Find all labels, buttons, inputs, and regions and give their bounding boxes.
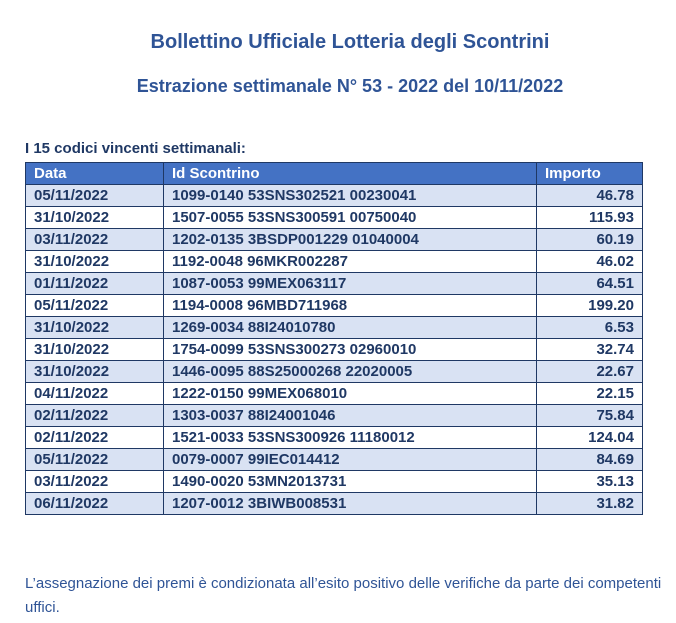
cell-date: 05/11/2022 — [26, 295, 164, 317]
footer-note: L’assegnazione dei premi è condizionata all’esito positivo delle verifiche da parte dei competenti uffici. — [25, 575, 662, 616]
cell-amount: 75.84 — [537, 405, 643, 427]
table-row — [26, 229, 643, 251]
cell-date: 05/11/2022 — [26, 449, 164, 471]
cell-amount: 124.04 — [537, 427, 643, 449]
cell-receipt-id: 1192-0048 96MKR002287 — [164, 251, 537, 273]
table-row — [26, 317, 643, 339]
cell-receipt-id: 1490-0020 53MN2013731 — [164, 471, 537, 493]
cell-receipt-id: 1754-0099 53SNS300273 02960010 — [164, 339, 537, 361]
table-row — [26, 471, 643, 493]
table-row — [26, 339, 643, 361]
document-subtitle: Estrazione settimanale N° 53 - 2022 del 10/11/2022 — [136, 76, 564, 96]
cell-amount: 22.67 — [537, 361, 643, 383]
cell-receipt-id: 0079-0007 99IEC014412 — [164, 449, 537, 471]
table-row — [26, 361, 643, 383]
cell-date: 31/10/2022 — [26, 207, 164, 229]
table-body — [26, 185, 643, 515]
cell-date: 31/10/2022 — [26, 251, 164, 273]
cell-amount: 84.69 — [537, 449, 643, 471]
table-row — [26, 273, 643, 295]
cell-receipt-id: 1303-0037 88I24001046 — [164, 405, 537, 427]
cell-receipt-id: 1269-0034 88I24010780 — [164, 317, 537, 339]
cell-date: 06/11/2022 — [26, 493, 164, 515]
table-header-row — [26, 163, 643, 185]
table-row — [26, 493, 643, 515]
table-row — [26, 449, 643, 471]
cell-date: 31/10/2022 — [26, 361, 164, 383]
cell-receipt-id: 1202-0135 3BSDP001229 01040004 — [164, 229, 537, 251]
table-row — [26, 295, 643, 317]
cell-amount: 46.02 — [537, 251, 643, 273]
cell-amount: 115.93 — [537, 207, 643, 229]
cell-receipt-id: 1207-0012 3BIWB008531 — [164, 493, 537, 515]
table-row — [26, 427, 643, 449]
cell-amount: 46.78 — [537, 185, 643, 207]
table-row — [26, 207, 643, 229]
cell-amount: 31.82 — [537, 493, 643, 515]
cell-receipt-id: 1194-0008 96MBD711968 — [164, 295, 537, 317]
column-header-date: Data — [26, 163, 164, 185]
cell-date: 04/11/2022 — [26, 383, 164, 405]
column-header-amount: Importo — [537, 163, 643, 185]
table-row — [26, 185, 643, 207]
cell-receipt-id: 1446-0095 88S25000268 22020005 — [164, 361, 537, 383]
cell-date: 31/10/2022 — [26, 339, 164, 361]
cell-amount: 199.20 — [537, 295, 643, 317]
cell-date: 02/11/2022 — [26, 427, 164, 449]
cell-date: 03/11/2022 — [26, 229, 164, 251]
table-row — [26, 251, 643, 273]
cell-date: 05/11/2022 — [26, 185, 164, 207]
cell-date: 31/10/2022 — [26, 317, 164, 339]
cell-amount: 32.74 — [537, 339, 643, 361]
table-row — [26, 383, 643, 405]
column-header-id: Id Scontrino — [164, 163, 537, 185]
cell-amount: 6.53 — [537, 317, 643, 339]
winning-codes-table — [25, 162, 643, 515]
cell-amount: 60.19 — [537, 229, 643, 251]
section-label: I 15 codici vincenti settimanali: — [25, 140, 246, 157]
document-title: Bollettino Ufficiale Lotteria degli Scontrini — [150, 31, 550, 53]
cell-amount: 35.13 — [537, 471, 643, 493]
cell-date: 01/11/2022 — [26, 273, 164, 295]
table-row — [26, 405, 643, 427]
cell-receipt-id: 1521-0033 53SNS300926 11180012 — [164, 427, 537, 449]
cell-receipt-id: 1507-0055 53SNS300591 00750040 — [164, 207, 537, 229]
cell-amount: 22.15 — [537, 383, 643, 405]
cell-receipt-id: 1087-0053 99MEX063117 — [164, 273, 537, 295]
cell-date: 02/11/2022 — [26, 405, 164, 427]
cell-amount: 64.51 — [537, 273, 643, 295]
cell-date: 03/11/2022 — [26, 471, 164, 493]
cell-receipt-id: 1222-0150 99MEX068010 — [164, 383, 537, 405]
cell-receipt-id: 1099-0140 53SNS302521 00230041 — [164, 185, 537, 207]
